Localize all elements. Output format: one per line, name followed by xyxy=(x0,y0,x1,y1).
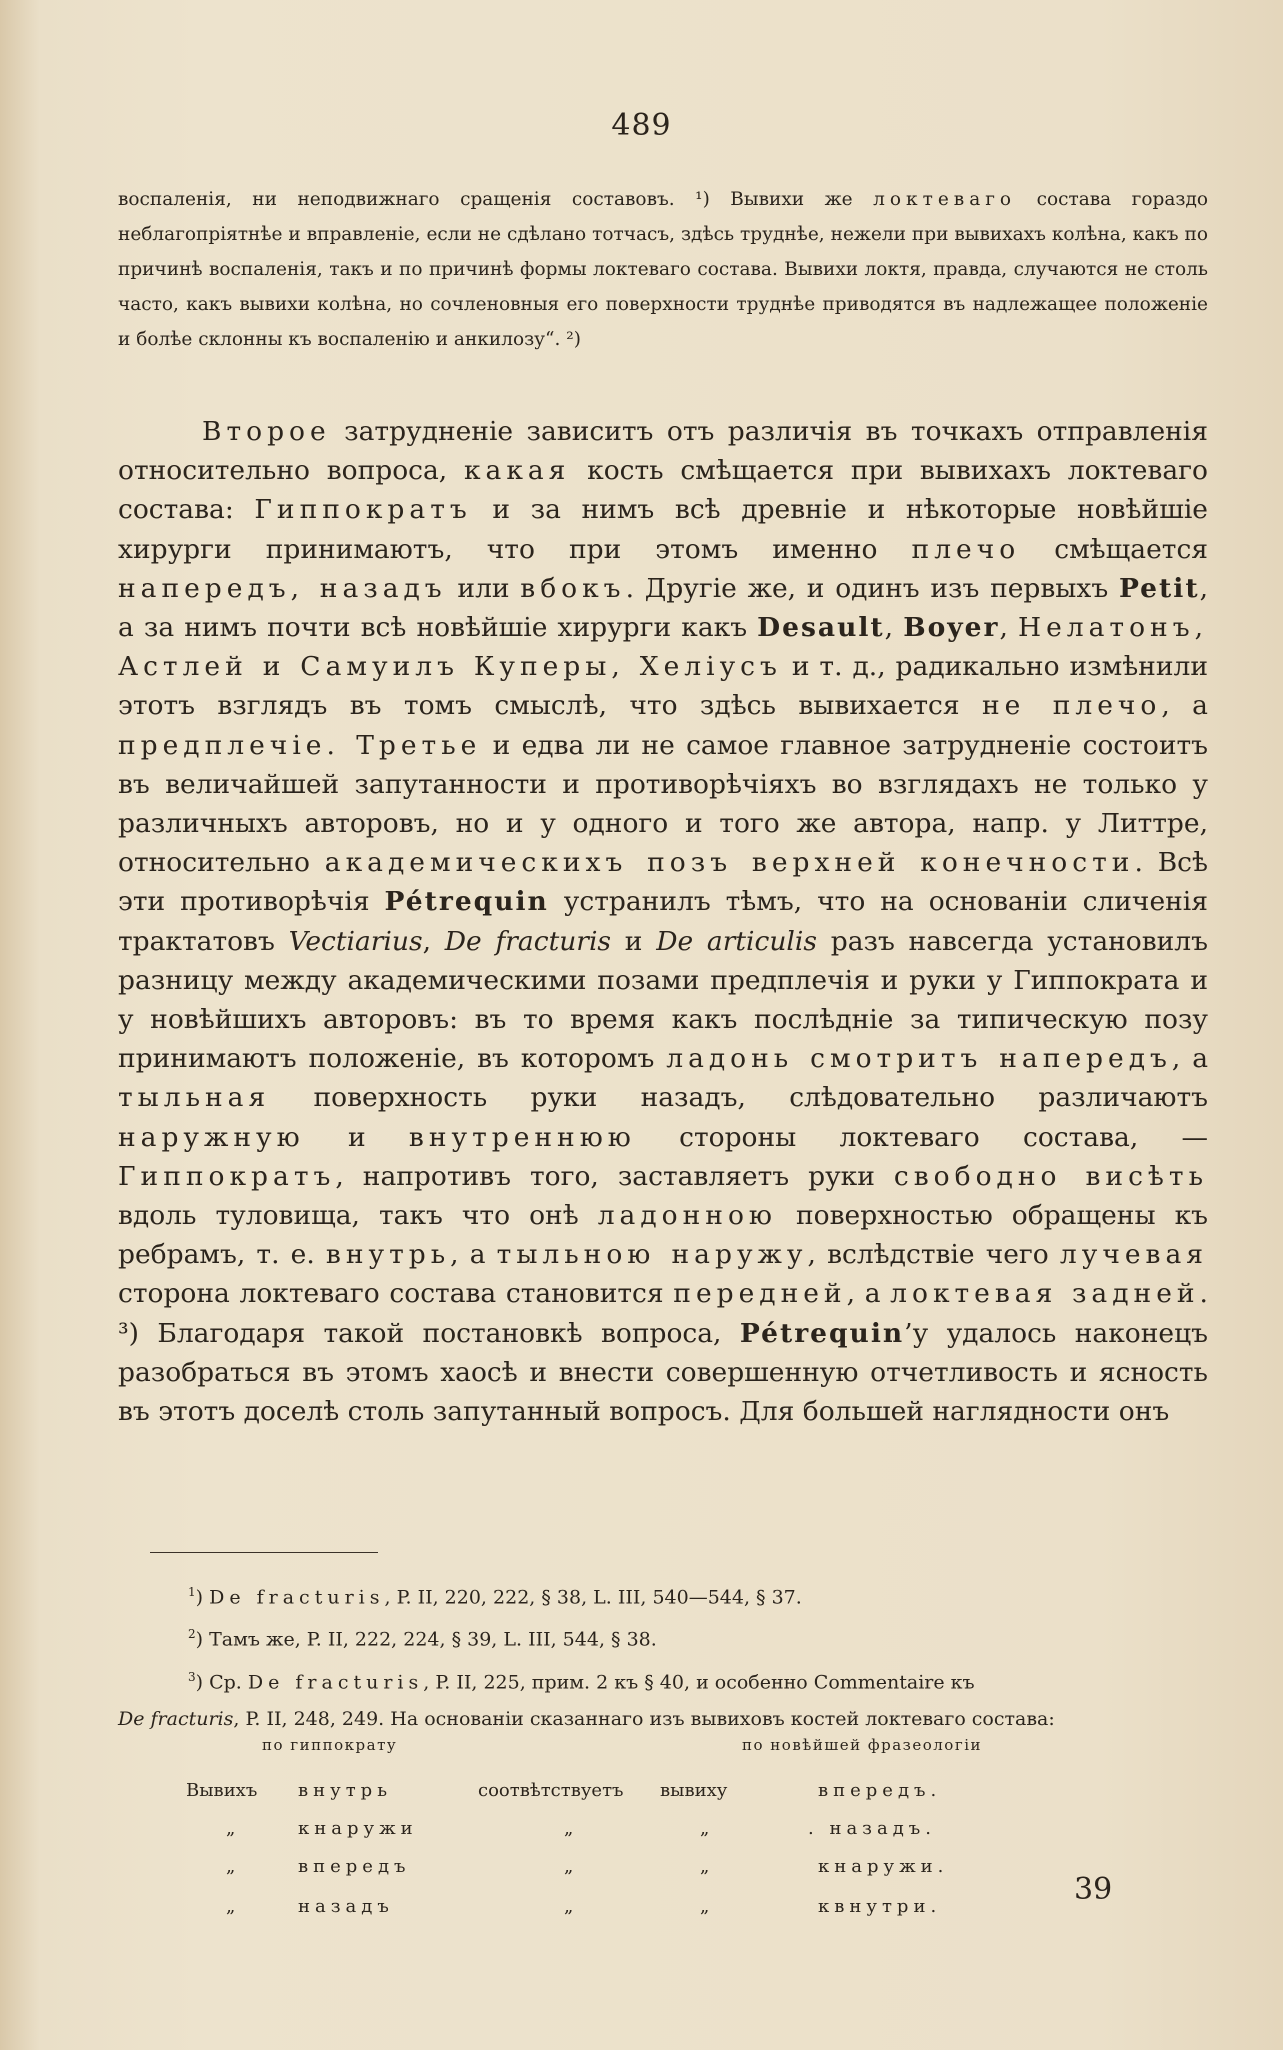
bold-name: Pétrequin xyxy=(384,886,549,918)
page-number: 489 xyxy=(611,108,672,143)
footnote-text: , P. II, 225, прим. 2 къ § 40, и особенно Commentaire къ xyxy=(423,1670,975,1693)
italic-title: De fracturis xyxy=(444,925,612,957)
quote-text: состава гораздо неблагопріятнѣе и вправленіе, если не сдѣлано тотчасъ, здѣсь труднѣе, нежели при вывихахъ колѣна, какъ по причинѣ воспаленія, такъ и по причинѣ формы локтеваго состава. Вывихи локтя, правда, случаются не столь часто, какъ вывихи колѣна, но сочленовныя его поверхности труднѣе приводятся въ надлежащее положеніе и болѣе склонны къ воспаленію и анкилозу“. ²) xyxy=(118,189,1209,350)
table-cell-modern: . назадъ. xyxy=(808,1818,936,1839)
text: и за нимъ всѣ древніе и нѣкоторые новѣйшіе хирурги принимаютъ, что при этомъ именно xyxy=(118,494,1208,565)
quote-paragraph xyxy=(118,182,1208,357)
spaced-text: ладонною xyxy=(597,1200,777,1232)
bold-name: Desault xyxy=(757,612,885,644)
table-cell-hippocrates: кнаружи xyxy=(298,1818,418,1839)
spaced-text: внутреннюю xyxy=(408,1121,636,1153)
quote-spaced: локтеваго xyxy=(873,189,1017,210)
text: или xyxy=(446,572,521,604)
footnote-text: , P. II, 220, 222, § 38, L. III, 540—544, § 37. xyxy=(384,1586,802,1609)
main-text xyxy=(118,412,1208,1431)
spaced-text: Гиппократъ xyxy=(118,1160,336,1192)
text: , а xyxy=(1161,690,1208,722)
text: поверхностью обращены къ ребрамъ, т. е. xyxy=(118,1200,1208,1271)
table-cell-modern: кнаружи. xyxy=(818,1856,949,1877)
spaced-text: внутрь xyxy=(325,1239,451,1271)
main-paragraph xyxy=(118,412,1208,1431)
table-cell-corresponds: „ xyxy=(564,1896,574,1917)
footnotes xyxy=(118,1574,1208,1738)
text: , напротивъ того, заставляетъ руки xyxy=(335,1160,894,1192)
spaced-text: какая xyxy=(463,455,571,487)
footnote-1: $^1$) De fracturis, P. II, 220, 222, § 38, L. III, 540—544, § 37. xyxy=(188,1585,802,1609)
bold-name: Boyer xyxy=(903,612,1000,644)
footnote-text: Тамъ же, P. II, 222, 224, § 39, L. III, 544, § 38. xyxy=(209,1628,657,1651)
spaced-text: наружную xyxy=(118,1121,305,1153)
footnote-divider xyxy=(150,1552,378,1553)
table-cell-hippocrates: впередъ xyxy=(298,1856,411,1877)
text: , xyxy=(884,612,904,644)
text: . ³) Благодаря такой постановкѣ вопроса, xyxy=(118,1278,1208,1349)
bold-name: Pétrequin xyxy=(739,1317,905,1349)
footnote-marker: 1 xyxy=(188,1585,196,1599)
table-header-left: по гиппократу xyxy=(262,1736,398,1754)
footnote-2: $^2$) Тамъ же, P. II, 222, 224, § 39, L. III, 544, § 38. xyxy=(188,1627,657,1651)
bold-name: Petit xyxy=(1118,572,1200,604)
footnote-3-continued xyxy=(118,1701,1208,1738)
table-cell-corresponds: „ xyxy=(700,1818,710,1839)
text: и едва ли не самое главное затрудненіе состоитъ въ величайшей запутанности и противорѣчіяхъ во взглядахъ не только у различныхъ авторовъ, но и у одного и того же автора, напр. у Литтре, относительно xyxy=(118,729,1209,879)
text: , xyxy=(422,925,445,957)
spaced-text: академическихъ позъ верхней конечности xyxy=(324,847,1135,879)
text: смѣщается xyxy=(1020,533,1208,565)
footnote-text: Ср. xyxy=(209,1670,248,1693)
text: вдоль туловища, такъ что онѣ xyxy=(118,1200,598,1232)
text: , а xyxy=(846,1278,891,1310)
italic-title: Vectiarius xyxy=(288,925,423,957)
text: и т. д., радикально измѣнили этотъ взглядъ въ томъ смыслѣ, что здѣсь вывихается xyxy=(118,651,1208,722)
text: , а за нимъ почти всѣ новѣйшіе хирурги какъ xyxy=(118,572,1208,644)
text: , а xyxy=(450,1239,497,1271)
text: стороны локтеваго состава, — xyxy=(635,1121,1208,1153)
table-cell-corresponds: „ xyxy=(564,1818,574,1839)
table-row xyxy=(0,1780,1283,1810)
table-cell-lead: „ xyxy=(226,1856,236,1877)
spaced-text: ладонь смотритъ напередъ xyxy=(666,1043,1172,1075)
spaced-text: передней xyxy=(673,1278,847,1310)
footnote-3: $^3$) Ср. De fracturis, P. II, 225, прим. 2 къ § 40, и особенно Commentaire къ xyxy=(188,1669,975,1693)
footnote-text: , P. II, 248, 249. На основаніи сказаннаго изъ вывиховъ костей локтеваго состава: xyxy=(233,1707,1055,1730)
spaced-text: Второе xyxy=(202,416,331,447)
text: , вслѣдствіе чего xyxy=(807,1239,1060,1271)
table-cell-corresponds: „ xyxy=(700,1896,710,1917)
spaced-text: Гиппократъ xyxy=(254,494,472,526)
italic-title: De articulis xyxy=(656,925,817,957)
text: затрудненіе зависитъ отъ различія въ точкахъ отправленія относительно вопроса, xyxy=(118,416,1208,487)
spaced-text: свободно висѣть xyxy=(893,1160,1208,1192)
text: и xyxy=(611,925,657,957)
text: ’у удалось наконецъ разобраться въ этомъ хаосѣ и внести совершенную отчетливость и ясность въ этотъ доселѣ столь запутанный вопросъ. Для большей наглядности онъ xyxy=(118,1317,1208,1428)
text: и xyxy=(304,1121,409,1153)
text: сторона локтеваго состава становится xyxy=(118,1278,674,1310)
spaced-text: тыльною наружу xyxy=(496,1239,808,1271)
spaced-text: тыльная xyxy=(118,1082,271,1114)
text: кость смѣщается при вывихахъ локтеваго состава: xyxy=(118,455,1208,526)
spaced-text: Нелатонъ, Астлей и Самуилъ Куперы, Хеліусъ xyxy=(118,612,1208,683)
table-cell-hippocrates: внутрь xyxy=(298,1780,393,1801)
table-cell-corresponds: соотвѣтствуетъ xyxy=(478,1780,624,1801)
spaced-text: лучевая xyxy=(1059,1239,1208,1271)
spaced-text: вбокъ xyxy=(520,572,626,604)
table-cell-corresponds: вывиху xyxy=(660,1780,728,1801)
table-cell-lead: Вывихъ xyxy=(186,1780,258,1801)
spaced-text: плечо xyxy=(911,533,1021,565)
footnote-italic: De fracturis xyxy=(118,1707,234,1730)
text: разъ навсегда установилъ разницу между академическими позами предплечія и руки у Гиппократа и у новѣйшихъ авторовъ: въ то время какъ послѣдніе за типическую позу принимаютъ положеніе, въ которомъ xyxy=(118,925,1209,1075)
table-cell-modern: квнутри. xyxy=(818,1896,942,1917)
table-cell-corresponds: „ xyxy=(564,1856,574,1877)
footnote-spaced: De fracturis xyxy=(209,1586,385,1609)
spaced-text: не плечо xyxy=(981,690,1162,722)
table-cell-corresponds: „ xyxy=(700,1856,710,1877)
quote-block xyxy=(118,182,1208,357)
spaced-text: напередъ, назадъ xyxy=(118,572,447,604)
signature-mark: 39 xyxy=(1074,1872,1113,1907)
text: . Всѣ эти противорѣчія xyxy=(118,847,1208,918)
text: , xyxy=(999,612,1018,644)
table-header-right: по новѣйшей фразеологіи xyxy=(742,1736,982,1754)
text: устранилъ тѣмъ, что на основаніи сличенія трактатовъ xyxy=(118,886,1208,957)
footnote-spaced: De fracturis xyxy=(247,1670,424,1693)
spaced-text: локтевая задней xyxy=(890,1278,1200,1310)
footnote-marker: 2 xyxy=(188,1627,196,1642)
table-row xyxy=(0,1818,1283,1848)
text: , а xyxy=(1171,1043,1208,1075)
table-cell-hippocrates: назадъ xyxy=(298,1896,394,1917)
text: поверхность руки назадъ, слѣдовательно различаютъ xyxy=(270,1082,1208,1114)
table-cell-lead: „ xyxy=(226,1818,236,1839)
text: . Другіе же, и одинъ изъ первыхъ xyxy=(625,572,1119,604)
quote-text: воспаленія, ни неподвижнаго сращенія составовъ. ¹) Вывихи же xyxy=(118,189,874,210)
table-cell-modern: впередъ. xyxy=(818,1780,942,1801)
footnote-marker: 3 xyxy=(188,1669,196,1684)
table-cell-lead: „ xyxy=(226,1896,236,1917)
spaced-text: предплечіе. Третье xyxy=(118,729,482,761)
